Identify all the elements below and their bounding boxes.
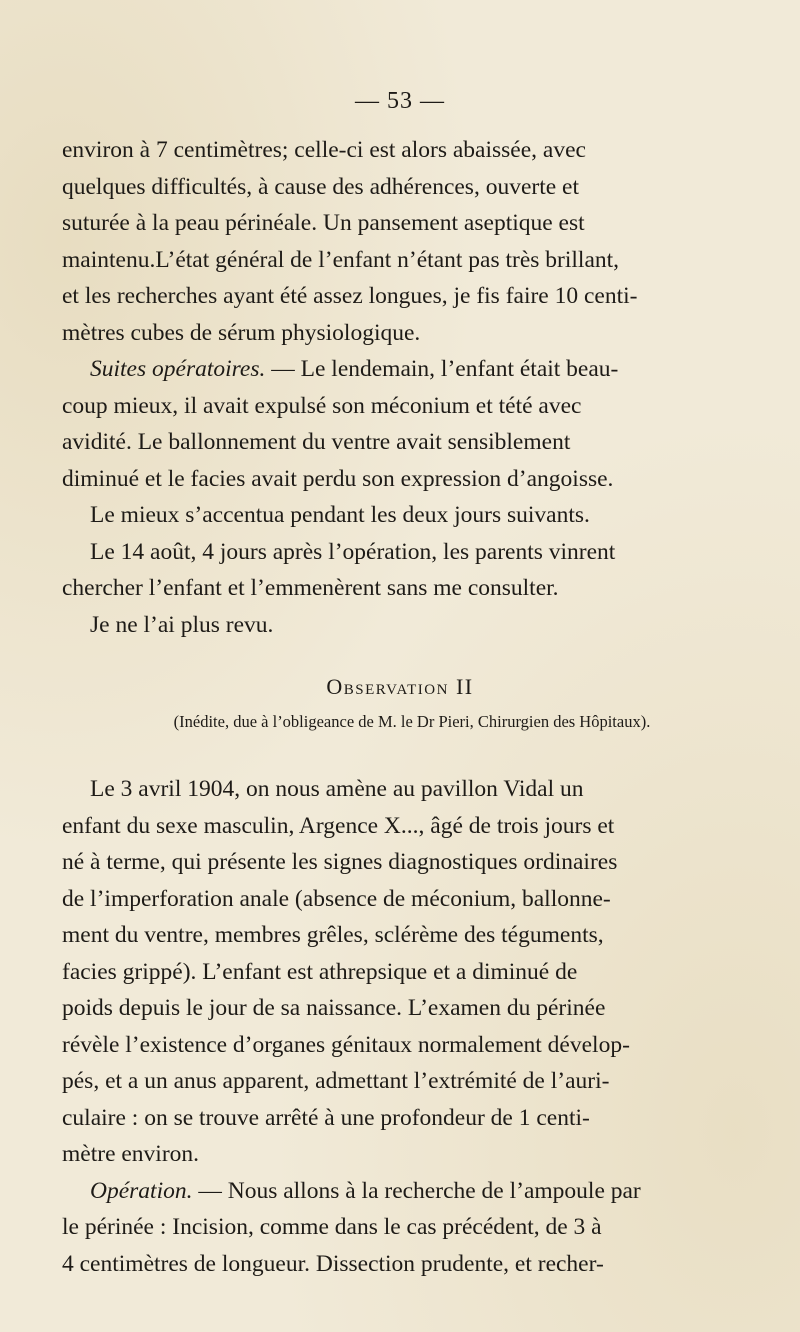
text-line: Le 3 avril 1904, on nous amène au pavillon Vidal un [90,776,584,802]
text-line: Le mieux s’accentua pendant les deux jours suivants. [90,502,590,528]
text-line: chercher l’enfant et l’emmenèrent sans me consulter. [62,575,559,601]
text-line: né à terme, qui présente les signes diagnostiques ordinaires [62,849,618,875]
text-line: quelques difficultés, à cause des adhérences, ouverte et [62,173,579,200]
text-block-case-2 [62,771,762,1282]
suites-text: — Le lendemain, l’enfant était beau- [265,356,619,382]
observation-note: (Inédite, due à l’obligeance de M. le Dr Pieri, Chirurgien des Hôpitaux). [173,712,651,731]
text-line: mètres cubes de sérum physiologique. [62,319,421,346]
text-line: ment du ventre, membres grêles, sclérème des téguments, [62,922,604,948]
text-line: coup mieux, il avait expulsé son méconium et tété avec [62,392,582,419]
text-line: poids depuis le jour de sa naissance. L’examen du périnée [62,995,606,1021]
text-line: environ à 7 centimètres; celle-ci est alors abaissée, avec [62,137,586,163]
text-line: facies grippé). L’enfant est athrepsique et a diminué de [62,958,578,985]
text-line: pés, et a un anus apparent, admettant l’extrémité de l’auri- [62,1068,610,1094]
text-line: suturée à la peau périnéale. Un pansement aseptique est [62,210,585,236]
operation-paragraph-line [62,1173,762,1210]
text-line: culaire : on se trouve arrêté à une profondeur de 1 centi- [62,1104,590,1131]
text-line: le périnée : Incision, comme dans le cas précédent, de 3 à [62,1214,602,1240]
text-line: révèle l’existence d’organes génitaux normalement dévelop- [62,1031,630,1058]
text-line: enfant du sexe masculin, Argence X..., âgé de trois jours et [62,812,615,839]
text-block-case-1-end [62,132,762,643]
text-line: Je ne l’ai plus revu. [90,611,274,638]
suites-label: Suites opératoires. [90,356,266,382]
page-number: — 53 — [355,88,445,114]
text-line: maintenu.L’état général de l’enfant n’étant pas très brillant, [62,246,620,273]
text-line: mètre environ. [62,1141,200,1167]
text-line: avidité. Le ballonnement du ventre avait sensiblement [62,429,571,455]
text-line: diminué et le facies avait perdu son expression d’angoisse. [62,465,614,492]
operation-text: — Nous allons à la recherche de l’ampoule par [192,1177,641,1204]
text-line: de l’imperforation anale (absence de méconium, ballonne- [62,885,611,912]
observation-title: Observation II [326,674,474,699]
text-line: Le 14 août, 4 jours après l’opération, les parents vinrent [90,538,616,565]
text-line: et les recherches ayant été assez longues, je fis faire 10 centi- [62,283,638,309]
operation-label: Opération. [90,1177,193,1204]
suites-paragraph-line [62,351,762,388]
text-line: 4 centimètres de longueur. Dissection prudente, et recher- [62,1250,604,1277]
